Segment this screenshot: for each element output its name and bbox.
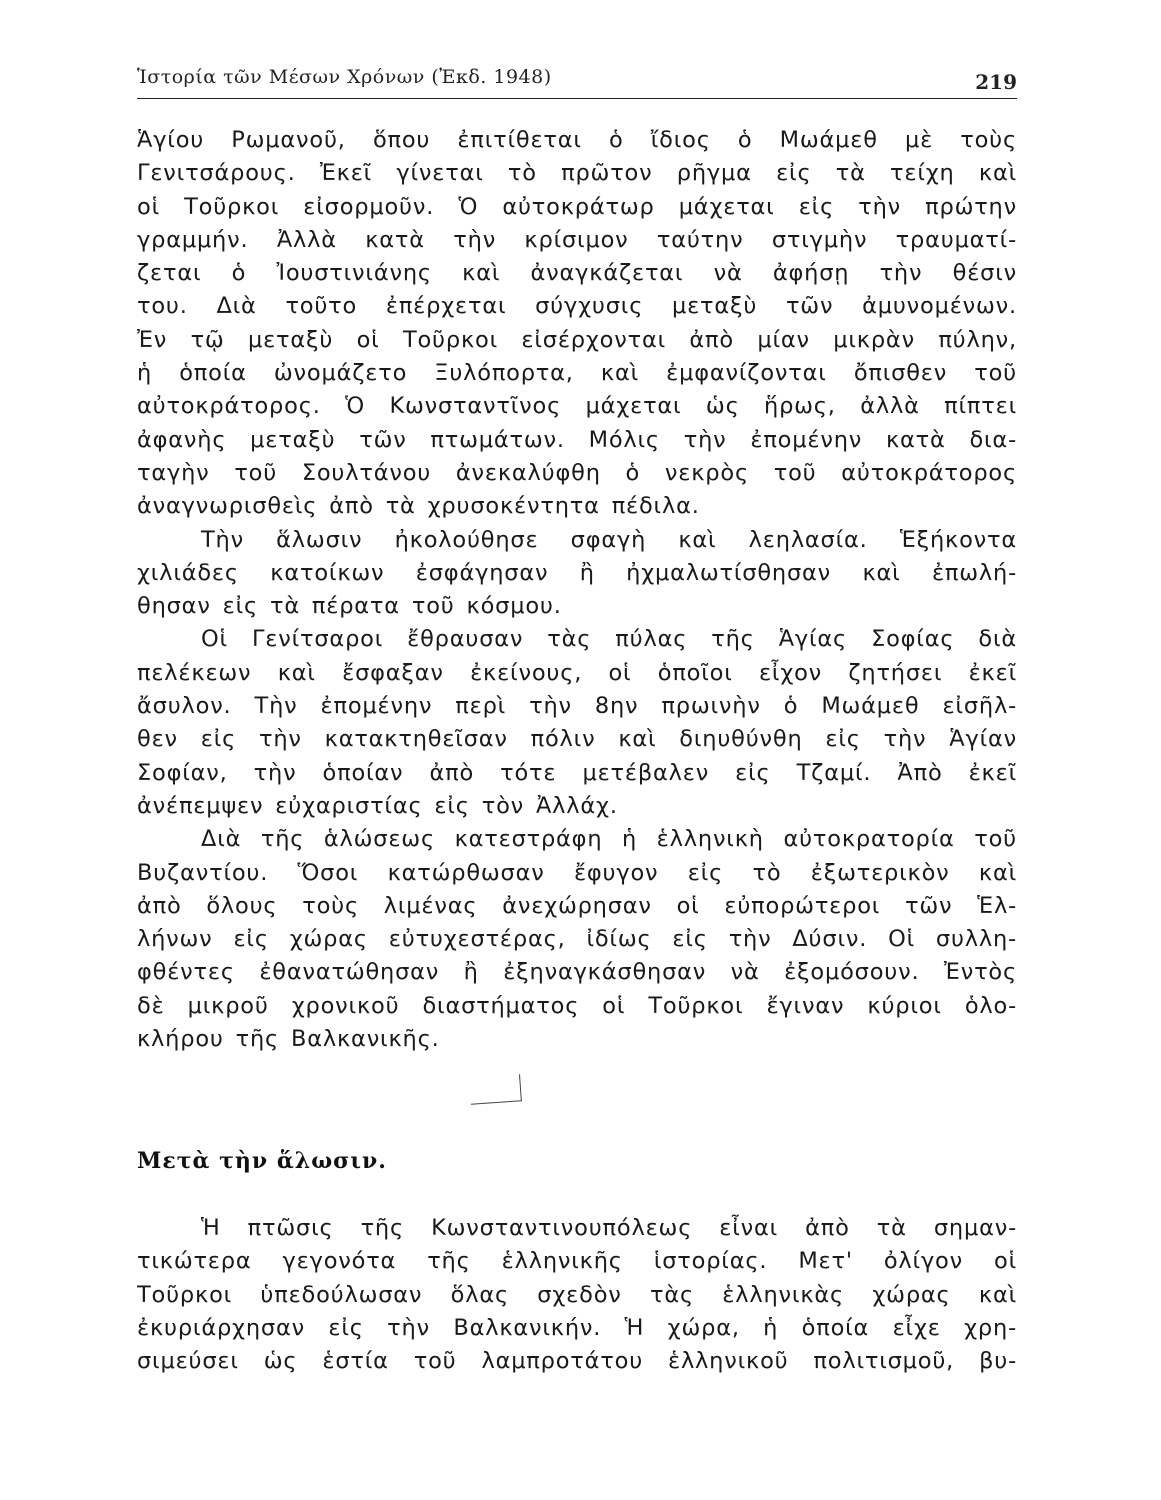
text-line: Βυζαντίου. Ὅσοι κατώρθωσαν ἔφυγον εἰς τὸ ἐξωτερικὸν καὶ <box>137 859 1017 886</box>
text-line: ἀναγνωρισθεὶς ἀπὸ τὰ χρυσοκέντητα πέδιλα. <box>137 493 700 520</box>
text-line: Τὴν ἅλωσιν ἠκολούθησε σφαγὴ καὶ λεηλασία. Ἑξήκοντα <box>201 526 1017 553</box>
text-line: ἐκυριάρχησαν εἰς τὴν Βαλκανικήν. Ἡ χώρα, ἡ ὁποία εἶχε χρη- <box>137 1314 1017 1341</box>
page-number: 219 <box>975 70 1017 94</box>
text-line: πελέκεων καὶ ἔσφαξαν ἐκείνους, οἱ ὁποῖοι εἶχον ζητήσει ἐκεῖ <box>137 659 1017 686</box>
text-line: ἀφανὴς μεταξὺ τῶν πτωμάτων. Μόλις τὴν ἐπομένην κατὰ δια- <box>137 426 1017 453</box>
text-line: ζεται ὁ Ἰουστινιάνης καὶ ἀναγκάζεται νὰ ἀφήσῃ τὴν θέσιν <box>137 260 1017 287</box>
text-line: Ἁγίου Ρωμανοῦ, ὅπου ἐπιτίθεται ὁ ἴδιος ὁ Μωάμεθ μὲ τοὺς <box>137 127 1017 153</box>
text-line: Ἐν τῷ μεταξὺ οἱ Τοῦρκοι εἰσέρχονται ἀπὸ μίαν μικρὰν πύλην, <box>137 326 1017 353</box>
text-line: του. Διὰ τοῦτο ἐπέρχεται σύγχυσις μεταξὺ τῶν ἀμυνομένων. <box>137 293 1017 320</box>
text-line: τικώτερα γεγονότα τῆς ἑλληνικῆς ἱστορίας. Μετ' ὀλίγον οἱ <box>137 1248 1017 1275</box>
text-line: θεν εἰς τὴν κατακτηθεῖσαν πόλιν καὶ διηυθύνθη εἰς τὴν Ἁγίαν <box>137 726 1017 753</box>
text-line: χιλιάδες κατοίκων ἐσφάγησαν ἢ ἠχμαλωτίσθησαν καὶ ἐπωλή- <box>137 559 1017 586</box>
text-line: ἄσυλον. Τὴν ἐπομένην περὶ τὴν 8ην πρωινὴν ὁ Μωάμεθ εἰσῆλ- <box>137 693 1017 720</box>
text-line: ταγὴν τοῦ Σουλτάνου ἀνεκαλύφθη ὁ νεκρὸς τοῦ αὐτοκράτορος <box>137 459 1017 486</box>
text-line: οἱ Τοῦρκοι εἰσορμοῦν. Ὁ αὐτοκράτωρ μάχεται εἰς τὴν πρώτην <box>137 193 1017 220</box>
running-header <box>137 64 1017 99</box>
text-line: θησαν εἰς τὰ πέρατα τοῦ κόσμου. <box>137 593 562 620</box>
text-line: κλήρου τῆς Βαλκανικῆς. <box>137 1026 440 1053</box>
pencil-annotation-mark <box>469 1074 522 1104</box>
section-heading: Μετὰ τὴν ἅλωσιν. <box>137 1148 387 1174</box>
text-line: ἀνέπεμψεν εὐχαριστίας εἰς τὸν Ἀλλάχ. <box>137 792 618 819</box>
text-line: Γενιτσάρους. Ἐκεῖ γίνεται τὸ πρῶτον ρῆγμα εἰς τὰ τείχη καὶ <box>137 160 1017 187</box>
text-line: αὐτοκράτορος. Ὁ Κωνσταντῖνος μάχεται ὡς ἥρως, ἀλλὰ πίπτει <box>137 393 1017 420</box>
text-line: σιμεύσει ὡς ἑστία τοῦ λαμπροτάτου ἑλληνικοῦ πολιτισμοῦ, βυ- <box>137 1348 1017 1375</box>
text-line: Ἡ πτῶσις τῆς Κωνσταντινουπόλεως εἶναι ἀπὸ τὰ σημαν- <box>201 1215 1017 1241</box>
text-line: Τοῦρκοι ὑπεδούλωσαν ὅλας σχεδὸν τὰς ἑλληνικὰς χώρας καὶ <box>137 1281 1017 1308</box>
text-line: ἡ ὁποία ὠνομάζετο Ξυλόπορτα, καὶ ἐμφανίζονται ὄπισθεν τοῦ <box>137 360 1017 387</box>
main-text-block <box>137 124 1017 1056</box>
text-line: Διὰ τῆς ἁλώσεως κατεστράφη ἡ ἑλληνικὴ αὐτοκρατορία τοῦ <box>201 826 1017 853</box>
text-line: Σοφίαν, τὴν ὁποίαν ἀπὸ τότε μετέβαλεν εἰς Τζαμί. Ἀπὸ ἐκεῖ <box>137 759 1017 786</box>
running-title: Ἱστορία τῶν Μέσων Χρόνων (Ἐκδ. 1948) <box>137 66 552 88</box>
text-line: ἀπὸ ὅλους τοὺς λιμένας ἀνεχώρησαν οἱ εὐπορώτεροι τῶν Ἑλ- <box>137 892 1017 919</box>
text-line: Οἱ Γενίτσαροι ἔθραυσαν τὰς πύλας τῆς Ἁγίας Σοφίας διὰ <box>201 626 1017 653</box>
text-line: φθέντες ἐθανατώθησαν ἢ ἐξηναγκάσθησαν νὰ ἐξομόσουν. Ἐντὸς <box>137 959 1017 986</box>
text-line: γραμμήν. Ἀλλὰ κατὰ τὴν κρίσιμον ταύτην στιγμὴν τραυματί- <box>137 226 1017 253</box>
text-line: λήνων εἰς χώρας εὐτυχεστέρας, ἰδίως εἰς τὴν Δύσιν. Οἱ συλλη- <box>137 926 1017 953</box>
section-text-block <box>137 1212 1017 1378</box>
text-line: δὲ μικροῦ χρονικοῦ διαστήματος οἱ Τοῦρκοι ἔγιναν κύριοι ὁλο- <box>137 992 1017 1019</box>
